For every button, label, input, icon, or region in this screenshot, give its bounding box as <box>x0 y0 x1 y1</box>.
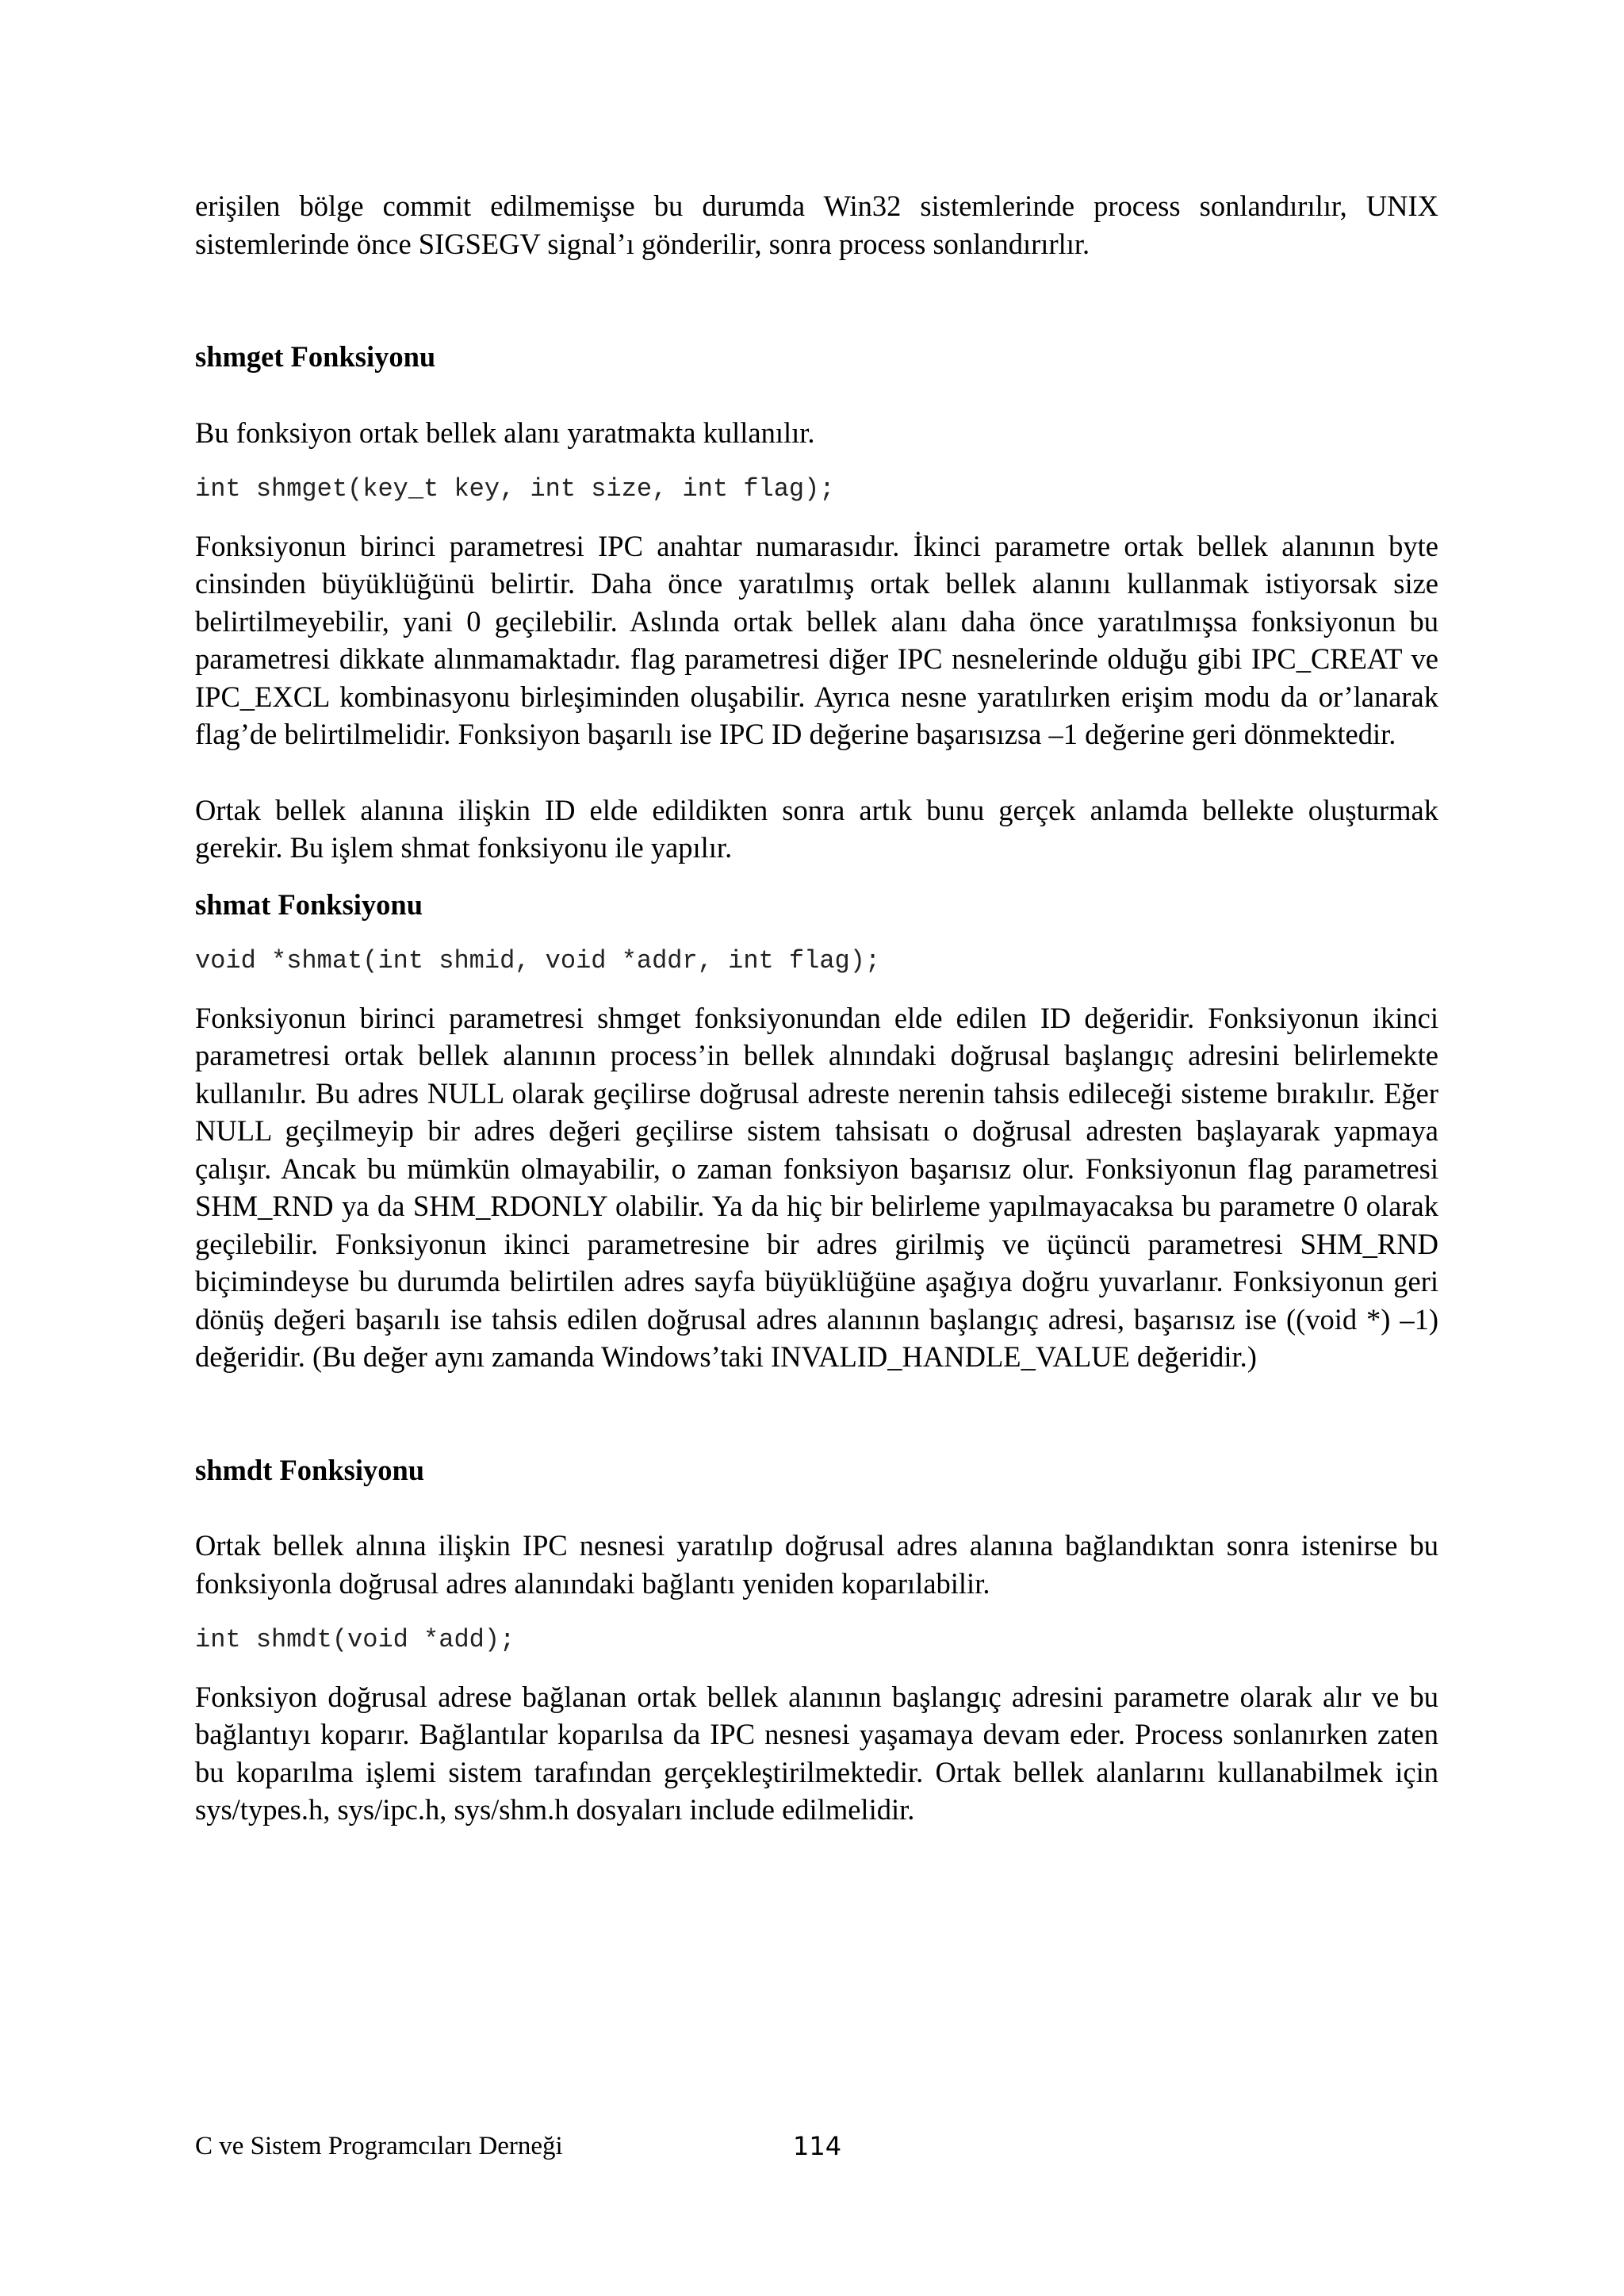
shmget-paragraph-2: Ortak bellek alanına ilişkin ID elde edildikten sonra artık bunu gerçek anlamda bellekte oluşturmak gerekir. Bu işlem shmat fonksiyonu ile yapılır. <box>195 793 1438 864</box>
shmdt-paragraph-2: Fonksiyon doğrusal adrese bağlanan ortak bellek alanının başlangıç adresini parametre olarak alır ve bu bağlantıyı koparır. Bağlantılar koparılsa da IPC nesnesi yaşamaya devam eder. Process sonlanırken zaten bu koparılma işlemi sistem tarafından gerçekleştirilmektedir. Ortak bellek alanlarını kullanabilmek için sys/types.h, sys/ipc.h, sys/shm.h dosyaları include edilmelidir. <box>195 1680 1438 1826</box>
shmget-description: Bu fonksiyon ortak bellek alanı yaratmakta kullanılır. <box>195 416 815 449</box>
shmdt-prototype: int shmdt(void *add); <box>195 1625 515 1654</box>
shmget-paragraph-1: Fonksiyonun birinci parametresi IPC anahtar numarasıdır. İkinci parametre ortak bellek alanının byte cinsinden büyüklüğünü belirtir. Daha önce yaratılmış ortak bellek alanını kullanmak istiyorsak size belirtilmeyebilir, yani 0 geçilebilir. Aslında ortak bellek alanı daha önce yaratılmışsa fonksiyonun bu parametresi dikkate alınmamaktadır. flag parametresi diğer IPC nesnelerinde olduğu gibi IPC_CREAT ve IPC_EXCL kombinasyonu birleşiminden oluşabilir. Ayrıca nesne yaratılırken erişim modu da or’lanarak flag’de belirtilmelidir. Fonksiyon başarılı ise IPC ID değerine başarısızsa –1 değerine geri dönmektedir. <box>195 529 1438 750</box>
shmget-prototype: int shmget(key_t key, int size, int flag); <box>195 474 835 504</box>
shmat-paragraph-1: Fonksiyonun birinci parametresi shmget fonksiyonundan elde edilen ID değeridir. Fonksiyonun ikinci parametresi ortak bellek alanının process’in bellek alnındaki doğrusal başlangıç adresini belirlemekte kullanılır. Bu adres NULL olarak geçilirse doğrusal adreste nerenin tahsis edileceği sisteme bırakılır. Eğer NULL geçilmeyip bir adres değeri geçilirse sistem tahsisatı o doğrusal adresten başlayarak yapmaya çalışır. Ancak bu mümkün olmayabilir, o zaman fonksiyon başarısız olur. Fonksiyonun flag parametresi SHM_RND ya da SHM_RDONLY olabilir. Ya da hiç bir belirleme yapılmayacaksa bu parametre 0 olarak geçilebilir. Fonksiyonun ikinci parametresine bir adres girilmiş ve üçüncü parametresi SHM_RND biçimindeyse bu durumda belirtilen adres sayfa büyüklüğüne aşağıya doğru yuvarlanır. Fonksiyonun geri dönüş değeri başarılı ise tahsis edilen doğrusal adres alanının başlangıç adresi, başarısız ise ((void *) –1) değeridir. (Bu değer aynı zamanda Windows’taki INVALID_HANDLE_VALUE değeridir.) <box>195 1001 1438 1373</box>
page-content <box>195 187 1438 1829</box>
shmdt-heading: shmdt Fonksiyonu <box>195 1453 425 1486</box>
shmdt-paragraph-1: Ortak bellek alnına ilişkin IPC nesnesi yaratılıp doğrusal adres alanına bağlandıktan sonra istenirse bu fonksiyonla doğrusal adres alanındaki bağlantı yeniden koparılabilir. <box>195 1529 1438 1600</box>
footer-organization: C ve Sistem Programcıları Derneği <box>195 2132 563 2160</box>
shmat-prototype: void *shmat(int shmid, void *addr, int flag); <box>195 946 881 976</box>
intro-paragraph: erişilen bölge commit edilmemişse bu durumda Win32 sistemlerinde process sonlandırılır, UNIX sistemlerinde önce SIGSEGV signal’ı gönderilir, sonra process sonlandırırlır. <box>195 190 1438 260</box>
shmat-heading: shmat Fonksiyonu <box>195 887 423 921</box>
page-number: 114 <box>793 2131 842 2161</box>
shmget-heading: shmget Fonksiyonu <box>195 340 436 373</box>
